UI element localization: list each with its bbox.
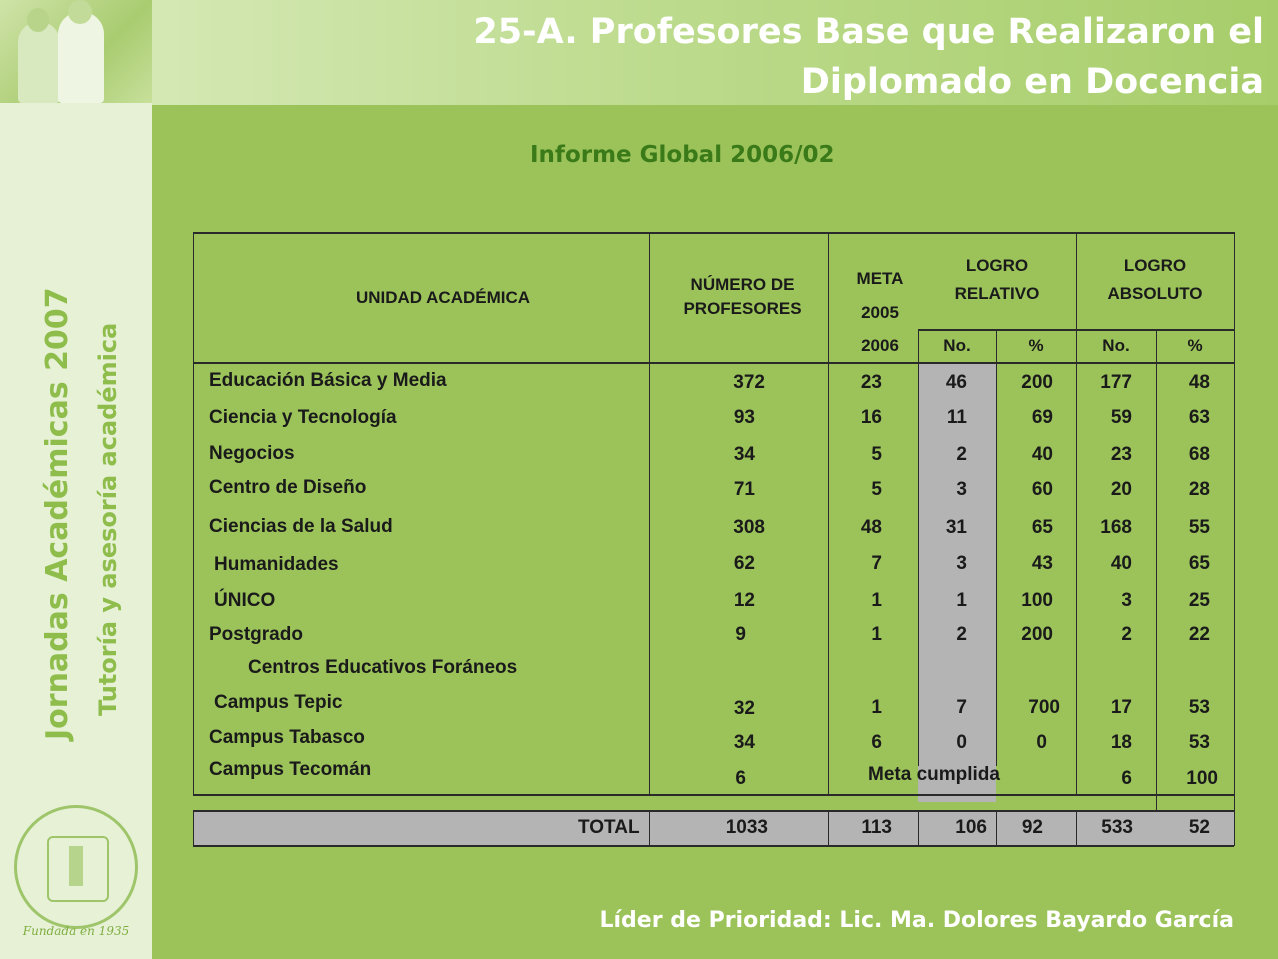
- table-cell-rel-pct: 60: [1031, 479, 1053, 500]
- table-cell-meta: 23: [860, 372, 882, 393]
- table-cell-rel-pct: 100: [1021, 590, 1053, 611]
- header-relativo-l1: LOGRO: [965, 256, 1029, 275]
- body-divider-left: [193, 363, 194, 795]
- table-cell-profesores: 372: [733, 372, 765, 393]
- table-cell-rel-no: 3: [956, 479, 967, 500]
- header-numero-l2: PROFESORES: [683, 299, 802, 318]
- body-bottom-border: [193, 794, 1234, 796]
- table-row-unidad: Negocios: [209, 443, 295, 464]
- photo-figure-teacher: [58, 12, 104, 103]
- header-photo: [0, 0, 152, 103]
- slide-title-line2: Diplomado en Docencia: [800, 62, 1264, 102]
- event-subtitle: Tutoría y asesoría académica: [94, 322, 122, 716]
- footer-leader: Líder de Prioridad: Lic. Ma. Dolores Bayardo García: [599, 908, 1234, 933]
- table-cell-rel-pct: 200: [1021, 372, 1053, 393]
- table-cell-profesores: 62: [733, 553, 755, 574]
- seal-text: [17, 812, 135, 821]
- table-top-border: [193, 232, 1234, 234]
- table-cell-meta: 5: [871, 444, 882, 465]
- total-label: TOTAL: [578, 817, 640, 838]
- table-cell-rel-no: 3: [956, 553, 967, 574]
- table-row-unidad: Campus Tecomán: [209, 759, 372, 780]
- photo-head-teacher: [68, 0, 92, 24]
- meta-cumplida-note: Meta cumplida: [868, 764, 1000, 785]
- table-row-unidad: Humanidades: [214, 554, 339, 575]
- table-cell-abs-no: 2: [1121, 624, 1132, 645]
- table-cell-rel-pct: 700: [1028, 697, 1060, 718]
- total-profesores: 1033: [725, 817, 768, 838]
- table-cell-abs-pct: 22: [1188, 624, 1210, 645]
- table-cell-rel-pct: 0: [1036, 732, 1047, 753]
- table-cell-rel-pct: 43: [1031, 553, 1053, 574]
- table-cell-rel-no: 2: [956, 624, 967, 645]
- table-row-unidad: Campus Tepic: [214, 692, 343, 713]
- table-cell-abs-no: 23: [1110, 444, 1132, 465]
- header-absoluto-l2: ABSOLUTO: [1107, 284, 1203, 303]
- table-cell-abs-no: 168: [1100, 517, 1132, 538]
- table-cell-profesores: 32: [733, 698, 755, 719]
- table-row-unidad: Campus Tabasco: [209, 727, 365, 748]
- header-unidad: UNIDAD ACADÉMICA: [355, 288, 531, 307]
- table-cell-abs-no: 3: [1121, 590, 1132, 611]
- table-cell-rel-no: 31: [945, 517, 967, 538]
- total-top-border: [193, 810, 1234, 812]
- header-meta-l3: 2006: [861, 336, 899, 355]
- table-cell-profesores: 6: [735, 768, 746, 789]
- table-cell-abs-pct: 53: [1188, 732, 1210, 753]
- sidebar: [0, 0, 152, 959]
- header-meta-l1: META: [856, 269, 904, 288]
- header-rel-no: No.: [943, 336, 971, 355]
- table-cell-rel-no: 7: [956, 697, 967, 718]
- col-divider-right: [1234, 232, 1235, 363]
- founded-text: Fundada en 1935: [22, 924, 130, 938]
- table-cell-profesores: 34: [733, 444, 755, 465]
- header-bottom-border: [193, 362, 1234, 364]
- table-cell-rel-pct: 200: [1021, 624, 1053, 645]
- table-row-unidad: Educación Básica y Media: [209, 370, 447, 391]
- table-cell-profesores: 308: [733, 517, 765, 538]
- table-cell-rel-pct: 69: [1031, 407, 1053, 428]
- photo-figure-student: [18, 22, 60, 103]
- seal-emblem: [69, 846, 83, 886]
- table-cell-abs-no: 59: [1110, 407, 1132, 428]
- table-cell-meta: 16: [860, 407, 882, 428]
- header-relativo-l2: RELATIVO: [954, 284, 1040, 303]
- table-row-unidad: Ciencia y Tecnología: [209, 407, 397, 428]
- table-cell-meta: 1: [871, 590, 882, 611]
- table-cell-profesores: 34: [733, 732, 755, 753]
- table-cell-abs-pct: 65: [1188, 553, 1210, 574]
- table-cell-rel-no: 11: [946, 407, 967, 428]
- section-label-foraneos: Centros Educativos Foráneos: [248, 657, 518, 678]
- table-cell-abs-pct: 68: [1188, 444, 1210, 465]
- table-cell-abs-pct: 25: [1188, 590, 1210, 611]
- body-divider-right: [1234, 363, 1235, 811]
- header-absoluto-l1: LOGRO: [1123, 256, 1187, 275]
- header-numero-l1: NÚMERO DE: [690, 275, 795, 294]
- table-cell-profesores: 93: [733, 407, 755, 428]
- table-cell-abs-pct: 100: [1186, 768, 1218, 789]
- table-cell-abs-no: 17: [1110, 697, 1132, 718]
- table-cell-profesores: 71: [733, 479, 755, 500]
- header-abs-pct: %: [1187, 336, 1203, 355]
- table-cell-abs-no: 20: [1110, 479, 1132, 500]
- table-cell-abs-pct: 53: [1188, 697, 1210, 718]
- event-title: Jornadas Académicas 2007: [40, 287, 75, 740]
- total-rel-no: 106: [955, 817, 987, 838]
- total-meta: 113: [861, 817, 892, 838]
- total-abs-no: 533: [1101, 817, 1133, 838]
- table-bottom-border: [193, 845, 1234, 847]
- table-cell-abs-pct: 48: [1188, 372, 1210, 393]
- table-cell-profesores: 12: [733, 590, 755, 611]
- total-divider-right: [1234, 811, 1235, 846]
- table-cell-abs-pct: 55: [1188, 517, 1210, 538]
- total-rel-pct: 92: [1021, 817, 1043, 838]
- table-cell-abs-pct: 63: [1188, 407, 1210, 428]
- table-cell-meta: 6: [871, 732, 882, 753]
- table-cell-abs-no: 40: [1110, 553, 1132, 574]
- slide-title-line1: 25-A. Profesores Base que Realizaron el: [473, 12, 1264, 52]
- table-cell-abs-pct: 28: [1188, 479, 1210, 500]
- total-divider-left: [193, 811, 194, 846]
- table-row-unidad: Ciencias de la Salud: [209, 516, 393, 537]
- header-rel-pct: %: [1028, 336, 1044, 355]
- table-row-unidad: ÚNICO: [214, 590, 276, 611]
- total-abs-pct: 52: [1188, 817, 1210, 838]
- table-cell-meta: 48: [860, 517, 882, 538]
- university-seal: [14, 805, 138, 929]
- table-cell-rel-pct: 65: [1031, 517, 1053, 538]
- header-band: [152, 0, 1278, 105]
- header-meta-l2: 2005: [861, 303, 899, 322]
- table-cell-meta: 7: [871, 553, 882, 574]
- table-cell-rel-no: 0: [956, 732, 967, 753]
- table-row-unidad: Centro de Diseño: [209, 477, 367, 498]
- table-cell-abs-no: 6: [1121, 768, 1132, 789]
- table-cell-rel-pct: 40: [1031, 444, 1053, 465]
- table-cell-rel-no: 1: [956, 590, 967, 611]
- header-abs-no: No.: [1102, 336, 1130, 355]
- table-cell-meta: 1: [871, 697, 882, 718]
- photo-head-student: [27, 8, 49, 32]
- table-cell-abs-no: 177: [1100, 372, 1132, 393]
- table-cell-rel-no: 2: [956, 444, 967, 465]
- table-row-unidad: Postgrado: [209, 624, 303, 645]
- table-cell-profesores: 9: [735, 624, 746, 645]
- table-cell-rel-no: 46: [945, 372, 967, 393]
- report-title: Informe Global 2006/02: [530, 142, 835, 168]
- table-cell-meta: 1: [871, 624, 882, 645]
- table-cell-abs-no: 18: [1110, 732, 1132, 753]
- table-cell-meta: 5: [871, 479, 882, 500]
